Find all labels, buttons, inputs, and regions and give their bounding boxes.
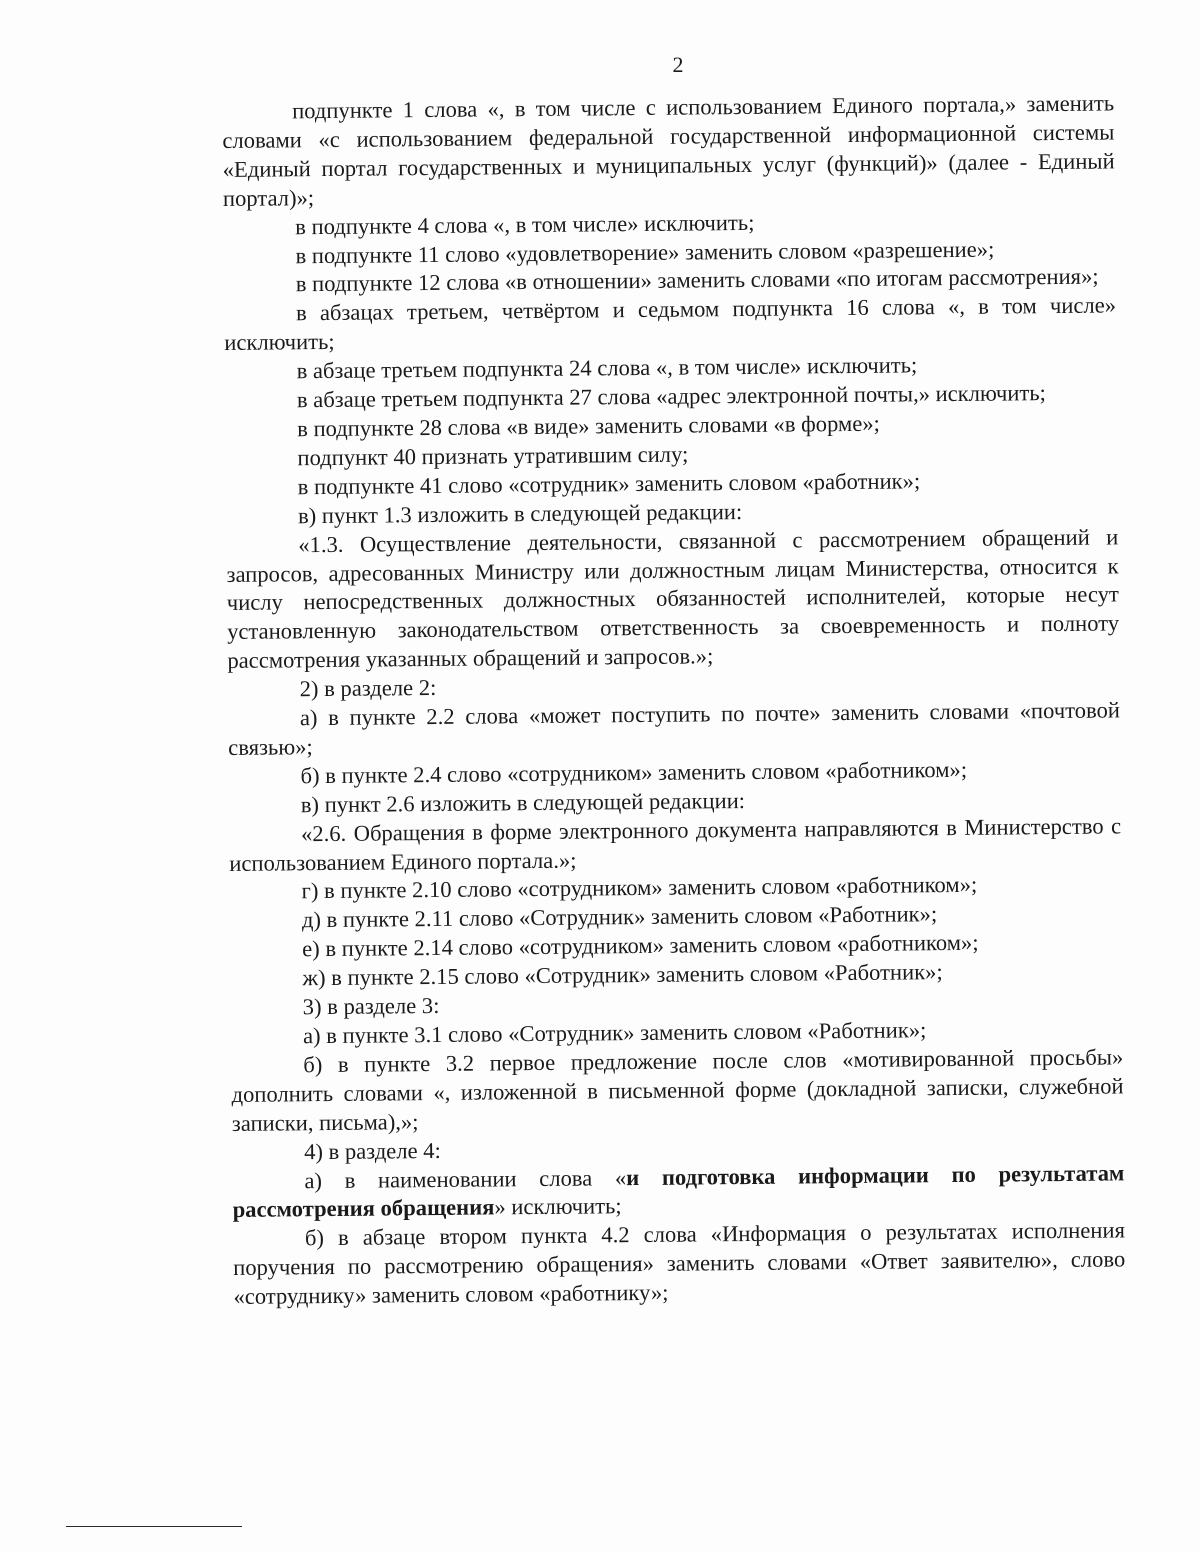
- paragraph: «1.3. Осуществление деятельности, связанной с рассмотрением обращений и запросов, адресованных Министру или должностным лицам Министерства, относится к числу непосредственных должностных обязанностей исполнителей, которые несут установленную законодательством ответственность за своевременность и полноту рассмотрения указанных обращений и запросов.»;: [226, 524, 1120, 674]
- paragraph: подпункте 1 слова «, в том числе с использованием Единого портала,» заменить словами «с использованием федеральной государственной информационной системы «Единый портал государственных и муниципальных услуг (функций)» (далее - Единый портал)»;: [222, 90, 1115, 211]
- paragraph-with-bold: [232, 1159, 1125, 1225]
- bold-phrase: и подготовка информации по результатам рассмотрения обращения: [232, 1159, 1125, 1223]
- paragraph: в абзаце третьем подпункта 24 слова «, в том числе» исключить;: [296, 352, 918, 384]
- paragraph: «2.6. Обращения в форме электронного документа направляются в Министерство с использованием Единого портала.»;: [229, 813, 1122, 876]
- paragraph: в подпункте 41 слово «сотрудник» заменить словом «работник»;: [297, 468, 921, 500]
- paragraph: в подпункте 28 слова «в виде» заменить словами «в форме»;: [297, 410, 880, 442]
- paragraph: б) в пункте 3.2 первое предложение после слов «мотивированной просьбы» дополнить словами «, изложенной в письменной форме (докладной записки, служебной записки, письма),»;: [231, 1044, 1124, 1136]
- paragraph-text: » исключить;: [494, 1193, 622, 1220]
- paragraph: в) пункт 1.3 изложить в следующей редакции:: [297, 498, 743, 528]
- paragraph: е) в пункте 2.14 слово «сотрудником» заменить словом «работником»;: [302, 930, 979, 962]
- paragraph: в подпункте 12 слова «в отношении» заменить словами «по итогам рассмотрения»;: [295, 264, 1099, 297]
- paragraph: 2) в разделе 2:: [299, 675, 437, 702]
- paragraph: в) пункт 2.6 изложить в следующей редакции:: [300, 787, 746, 818]
- paragraph: б) в абзаце втором пункта 4.2 слова «Информация о результатах исполнения поручения по рассмотрению обращения» заменить словами «Ответ заявителю», слово «сотруднику» заменить словом «работнику»;: [233, 1217, 1126, 1310]
- paragraph: подпункт 40 признать утратившим силу;: [297, 441, 689, 471]
- page-number: 2: [672, 52, 684, 77]
- paragraph: д) в пункте 2.11 слово «Сотрудник» заменить словом «Работник»;: [301, 901, 938, 933]
- paragraph: а) в пункте 3.1 слово «Сотрудник» заменить словом «Работник»;: [302, 1017, 927, 1049]
- footnote-separator: [66, 1526, 242, 1527]
- paragraph: в абзаце третьем подпункта 27 слова «адрес электронной почты,» исключить;: [296, 380, 1047, 413]
- paragraph: 3) в разделе 3:: [302, 993, 440, 1020]
- paragraph-text: а) в наименовании слова «: [304, 1164, 627, 1193]
- paragraph: в подпункте 4 слова «, в том числе» исключить;: [295, 209, 755, 239]
- paragraph: 4) в разделе 4:: [303, 1137, 441, 1164]
- paragraph: в абзацах третьем, четвёртом и седьмом подпункта 16 слова «, в том числе» исключить;: [224, 292, 1117, 356]
- paragraph: в подпункте 11 слово «удовлетворение» заменить словом «разрешение»;: [295, 236, 995, 268]
- paragraph: б) в пункте 2.4 слово «сотрудником» заменить словом «работником»;: [300, 756, 968, 789]
- paragraph: а) в пункте 2.2 слова «может поступить по почте» заменить словами «почтовой связью»;: [228, 697, 1121, 760]
- paragraph: ж) в пункте 2.15 слово «Сотрудник» заменить словом «Работник»;: [302, 959, 943, 991]
- document-body: [222, 89, 1126, 1312]
- paragraph: г) в пункте 2.10 слово «сотрудником» заменить словом «работником»;: [301, 872, 978, 904]
